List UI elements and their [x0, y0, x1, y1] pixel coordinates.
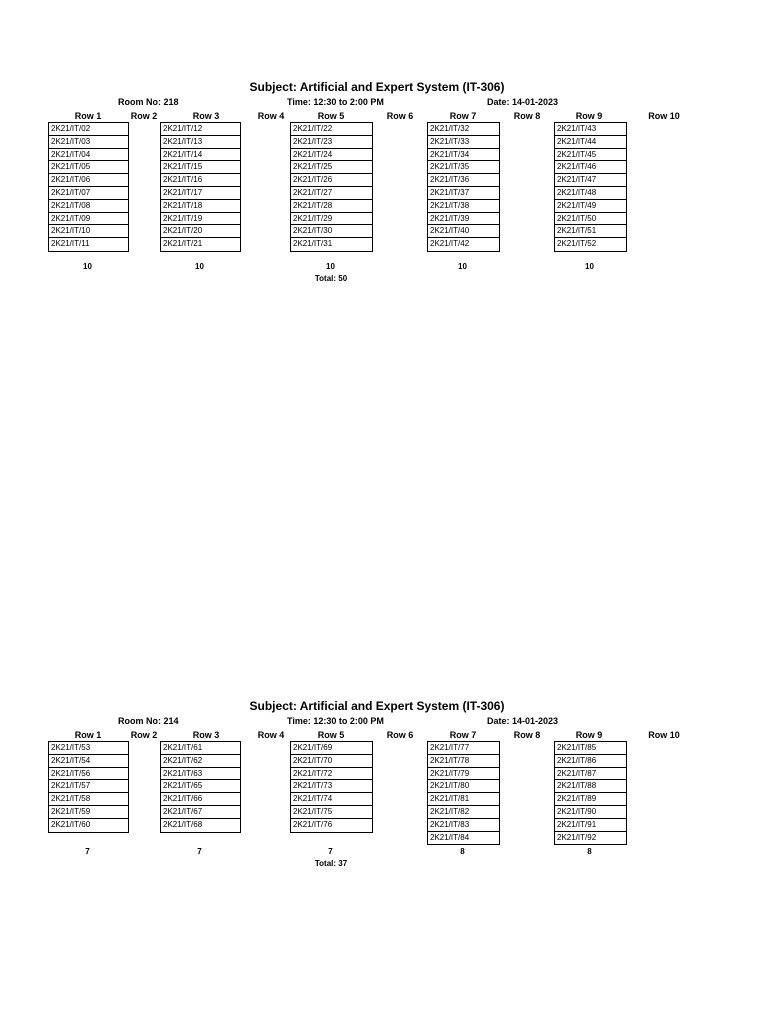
roll-number-cell: 2K21/IT/66 — [161, 793, 240, 806]
roll-number-cell: 2K21/IT/75 — [291, 806, 372, 819]
row-count: 7 — [328, 847, 333, 857]
exam-date: Date: 14-01-2023 — [487, 97, 559, 107]
roll-number-cell: 2K21/IT/45 — [555, 149, 626, 162]
roll-number-cell: 2K21/IT/38 — [428, 200, 499, 213]
row-header: Row 4 — [257, 111, 285, 121]
total-count: Total: 37 — [314, 859, 348, 869]
roll-number-cell: 2K21/IT/34 — [428, 149, 499, 162]
roll-number-column — [160, 122, 241, 252]
roll-number-cell: 2K21/IT/10 — [49, 225, 128, 238]
row-header: Row 6 — [386, 111, 414, 121]
row-header: Row 9 — [575, 730, 603, 740]
roll-number-column — [427, 741, 500, 845]
roll-number-cell: 2K21/IT/74 — [291, 793, 372, 806]
subject-title: Subject: Artificial and Expert System (IT-306) — [249, 80, 505, 94]
roll-number-cell: 2K21/IT/11 — [51, 239, 90, 249]
row-header: Row 2 — [130, 111, 158, 121]
roll-number-cell: 2K21/IT/89 — [555, 793, 626, 806]
subject-title: Subject: Artificial and Expert System (IT-306) — [249, 699, 505, 713]
roll-number-cell: 2K21/IT/24 — [291, 149, 372, 162]
exam-time: Time: 12:30 to 2:00 PM — [287, 97, 384, 107]
roll-number-cell: 2K21/IT/60 — [51, 819, 91, 829]
roll-number-cell: 2K21/IT/83 — [428, 819, 499, 832]
seating-sheet — [0, 699, 768, 899]
roll-number-cell: 2K21/IT/82 — [428, 806, 499, 819]
row-header: Row 7 — [449, 730, 477, 740]
roll-number-cell: 2K21/IT/85 — [555, 742, 626, 755]
roll-number-cell: 2K21/IT/39 — [428, 213, 499, 226]
row-header: Row 5 — [317, 111, 345, 121]
roll-number-cell: 2K21/IT/09 — [49, 213, 128, 226]
roll-number-cell: 2K21/IT/48 — [555, 187, 626, 200]
roll-number-cell: 2K21/IT/88 — [555, 780, 626, 793]
roll-number-cell: 2K21/IT/80 — [428, 780, 499, 793]
roll-number-cell: 2K21/IT/25 — [291, 161, 372, 174]
roll-number-cell: 2K21/IT/54 — [49, 755, 128, 768]
roll-number-cell: 2K21/IT/61 — [161, 742, 240, 755]
roll-number-cell: 2K21/IT/32 — [428, 123, 499, 136]
roll-number-cell: 2K21/IT/08 — [49, 200, 128, 213]
roll-number-cell: 2K21/IT/92 — [557, 832, 597, 842]
roll-number-cell: 2K21/IT/27 — [291, 187, 372, 200]
roll-number-column — [290, 741, 373, 833]
roll-number-column — [290, 122, 373, 252]
roll-number-cell: 2K21/IT/65 — [161, 780, 240, 793]
roll-number-cell: 2K21/IT/67 — [161, 806, 240, 819]
roll-number-column — [554, 122, 627, 252]
row-count: 10 — [83, 262, 92, 271]
roll-number-cell: 2K21/IT/21 — [163, 239, 203, 249]
roll-number-cell: 2K21/IT/22 — [291, 123, 372, 136]
room-number: Room No: 218 — [118, 97, 179, 107]
roll-number-cell: 2K21/IT/72 — [291, 768, 372, 781]
roll-number-cell: 2K21/IT/18 — [161, 200, 240, 213]
row-header: Row 3 — [192, 111, 220, 121]
row-count: 7 — [85, 847, 90, 857]
row-header: Row 8 — [513, 111, 541, 121]
row-count: 8 — [460, 847, 465, 857]
roll-number-cell: 2K21/IT/90 — [555, 806, 626, 819]
roll-number-column — [48, 741, 129, 833]
roll-number-cell: 2K21/IT/69 — [291, 742, 372, 755]
roll-number-cell: 2K21/IT/46 — [555, 161, 626, 174]
roll-number-cell: 2K21/IT/37 — [428, 187, 499, 200]
exam-date: Date: 14-01-2023 — [487, 716, 559, 726]
row-header: Row 3 — [192, 730, 220, 740]
row-count: 10 — [585, 262, 594, 271]
roll-number-cell: 2K21/IT/57 — [49, 780, 128, 793]
row-header: Row 10 — [648, 111, 680, 121]
roll-number-cell: 2K21/IT/47 — [555, 174, 626, 187]
roll-number-cell: 2K21/IT/59 — [49, 806, 128, 819]
roll-number-cell: 2K21/IT/68 — [163, 819, 203, 829]
roll-number-cell: 2K21/IT/19 — [161, 213, 240, 226]
row-header: Row 5 — [317, 730, 345, 740]
row-count: 10 — [195, 262, 204, 271]
roll-number-cell: 2K21/IT/20 — [161, 225, 240, 238]
roll-number-cell: 2K21/IT/42 — [430, 239, 470, 249]
roll-number-cell: 2K21/IT/02 — [49, 123, 128, 136]
roll-number-cell: 2K21/IT/62 — [161, 755, 240, 768]
roll-number-column — [160, 741, 241, 833]
roll-number-cell: 2K21/IT/30 — [291, 225, 372, 238]
roll-number-cell: 2K21/IT/40 — [428, 225, 499, 238]
roll-number-cell: 2K21/IT/76 — [293, 819, 333, 829]
roll-number-cell: 2K21/IT/35 — [428, 161, 499, 174]
roll-number-cell: 2K21/IT/44 — [555, 136, 626, 149]
roll-number-cell: 2K21/IT/77 — [428, 742, 499, 755]
roll-number-column — [48, 122, 129, 252]
roll-number-cell: 2K21/IT/33 — [428, 136, 499, 149]
room-number: Room No: 214 — [118, 716, 179, 726]
row-count: 10 — [326, 262, 335, 271]
roll-number-cell: 2K21/IT/73 — [291, 780, 372, 793]
roll-number-cell: 2K21/IT/79 — [428, 768, 499, 781]
roll-number-cell: 2K21/IT/43 — [555, 123, 626, 136]
row-header: Row 2 — [130, 730, 158, 740]
row-header: Row 1 — [74, 730, 102, 740]
roll-number-cell: 2K21/IT/81 — [428, 793, 499, 806]
roll-number-cell: 2K21/IT/56 — [49, 768, 128, 781]
roll-number-cell: 2K21/IT/70 — [291, 755, 372, 768]
roll-number-cell: 2K21/IT/26 — [291, 174, 372, 187]
roll-number-cell: 2K21/IT/28 — [291, 200, 372, 213]
roll-number-cell: 2K21/IT/87 — [555, 768, 626, 781]
row-header: Row 1 — [74, 111, 102, 121]
row-count: 8 — [587, 847, 592, 857]
roll-number-cell: 2K21/IT/53 — [49, 742, 128, 755]
row-header: Row 9 — [575, 111, 603, 121]
roll-number-cell: 2K21/IT/05 — [49, 161, 128, 174]
roll-number-cell: 2K21/IT/17 — [161, 187, 240, 200]
roll-number-cell: 2K21/IT/06 — [49, 174, 128, 187]
roll-number-cell: 2K21/IT/91 — [555, 819, 626, 832]
roll-number-cell: 2K21/IT/51 — [555, 225, 626, 238]
exam-time: Time: 12:30 to 2:00 PM — [287, 716, 384, 726]
roll-number-cell: 2K21/IT/03 — [49, 136, 128, 149]
row-header: Row 6 — [386, 730, 414, 740]
roll-number-column — [427, 122, 500, 252]
roll-number-cell: 2K21/IT/23 — [291, 136, 372, 149]
row-header: Row 8 — [513, 730, 541, 740]
row-header: Row 4 — [257, 730, 285, 740]
total-count: Total: 50 — [314, 274, 348, 283]
roll-number-cell: 2K21/IT/58 — [49, 793, 128, 806]
roll-number-cell: 2K21/IT/50 — [555, 213, 626, 226]
row-header: Row 7 — [449, 111, 477, 121]
row-count: 7 — [197, 847, 202, 857]
roll-number-cell: 2K21/IT/13 — [161, 136, 240, 149]
roll-number-column — [554, 741, 627, 845]
row-count: 10 — [458, 262, 467, 271]
roll-number-cell: 2K21/IT/78 — [428, 755, 499, 768]
row-header: Row 10 — [648, 730, 680, 740]
roll-number-cell: 2K21/IT/63 — [161, 768, 240, 781]
roll-number-cell: 2K21/IT/86 — [555, 755, 626, 768]
roll-number-cell: 2K21/IT/84 — [430, 832, 470, 842]
roll-number-cell: 2K21/IT/52 — [557, 239, 597, 249]
roll-number-cell: 2K21/IT/16 — [161, 174, 240, 187]
roll-number-cell: 2K21/IT/07 — [49, 187, 128, 200]
roll-number-cell: 2K21/IT/31 — [293, 239, 333, 249]
roll-number-cell: 2K21/IT/29 — [291, 213, 372, 226]
roll-number-cell: 2K21/IT/49 — [555, 200, 626, 213]
seating-sheet — [0, 80, 768, 283]
roll-number-cell: 2K21/IT/04 — [49, 149, 128, 162]
roll-number-cell: 2K21/IT/14 — [161, 149, 240, 162]
roll-number-cell: 2K21/IT/36 — [428, 174, 499, 187]
roll-number-cell: 2K21/IT/12 — [161, 123, 240, 136]
roll-number-cell: 2K21/IT/15 — [161, 161, 240, 174]
